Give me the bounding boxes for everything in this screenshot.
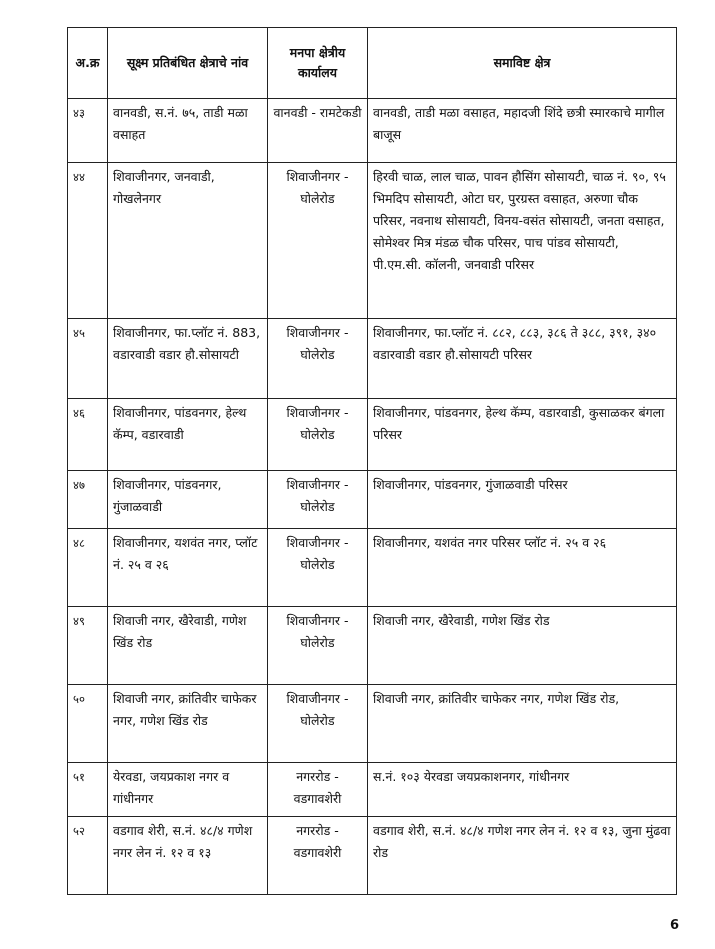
row-area: शिवाजीनगर, पांडवनगर, गुंजाळवाडी परिसर (368, 471, 677, 529)
table-row (68, 471, 677, 529)
header-zone-name: सूक्ष्म प्रतिबंधित क्षेत्राचे नांव (108, 28, 268, 99)
row-serial: ५२ (68, 817, 108, 895)
row-serial: ४३ (68, 99, 108, 163)
row-office: शिवाजीनगर - घोलेरोड (268, 529, 368, 607)
row-serial: ४४ (68, 163, 108, 319)
row-serial: ४८ (68, 529, 108, 607)
row-area: स.नं. १०३ येरवडा जयप्रकाशनगर, गांधीनगर (368, 763, 677, 817)
row-area: शिवाजीनगर, पांडवनगर, हेल्थ कॅम्प, वडारवाडी, कुसाळकर बंगला परिसर (368, 399, 677, 471)
row-area: शिवाजीनगर, यशवंत नगर परिसर प्लॉट नं. २५ व २६ (368, 529, 677, 607)
row-zone-name: वानवडी, स.नं. ७५, ताडी मळा वसाहत (108, 99, 268, 163)
table-row (68, 319, 677, 399)
row-zone-name: शिवाजीनगर, यशवंत नगर, प्लॉट नं. २५ व २६ (108, 529, 268, 607)
row-zone-name: शिवाजीनगर, पांडवनगर, गुंजाळवाडी (108, 471, 268, 529)
row-serial: ५० (68, 685, 108, 763)
table-row (68, 399, 677, 471)
row-area: शिवाजी नगर, खैरेवाडी, गणेश खिंड रोड (368, 607, 677, 685)
row-zone-name: शिवाजी नगर, क्रांतिवीर चाफेकर नगर, गणेश खिंड रोड (108, 685, 268, 763)
table-row (68, 607, 677, 685)
table-row (68, 99, 677, 163)
row-area: शिवाजीनगर, फा.प्लॉट नं. ८८२, ८८३, ३८६ ते ३८८, ३९१, ३४० वडारवाडी वडार हौ.सोसायटी परिसर (368, 319, 677, 399)
row-office: नगररोड - वडगावशेरी (268, 817, 368, 895)
row-office: शिवाजीनगर - घोलेरोड (268, 607, 368, 685)
row-office: शिवाजीनगर - घोलेरोड (268, 319, 368, 399)
row-zone-name: शिवाजीनगर, जनवाडी, गोखलेनगर (108, 163, 268, 319)
row-zone-name: शिवाजी नगर, खैरेवाडी, गणेश खिंड रोड (108, 607, 268, 685)
header-area: समाविष्ट क्षेत्र (368, 28, 677, 99)
row-serial: ४६ (68, 399, 108, 471)
row-office: नगररोड - वडगावशेरी (268, 763, 368, 817)
row-office: शिवाजीनगर - घोलेरोड (268, 399, 368, 471)
row-zone-name: शिवाजीनगर, फा.प्लॉट नं. 883, वडारवाडी वडार हौ.सोसायटी (108, 319, 268, 399)
table-row (68, 685, 677, 763)
row-zone-name: वडगाव शेरी, स.नं. ४८/४ गणेश नगर लेन नं. १२ व १३ (108, 817, 268, 895)
row-zone-name: येरवडा, जयप्रकाश नगर व गांधीनगर (108, 763, 268, 817)
page-number: 6 (669, 918, 679, 933)
row-serial: ४७ (68, 471, 108, 529)
row-serial: ५१ (68, 763, 108, 817)
table-row (68, 817, 677, 895)
header-serial: अ.क्र (68, 28, 108, 99)
row-zone-name: शिवाजीनगर, पांडवनगर, हेल्थ कॅम्प, वडारवाडी (108, 399, 268, 471)
table-row (68, 763, 677, 817)
header-office: मनपा क्षेत्रीय कार्यालय (268, 28, 368, 99)
row-area: शिवाजी नगर, क्रांतिवीर चाफेकर नगर, गणेश खिंड रोड, (368, 685, 677, 763)
row-area: वडगाव शेरी, स.नं. ४८/४ गणेश नगर लेन नं. १२ व १३, जुना मुंढवा रोड (368, 817, 677, 895)
containment-zone-table (67, 27, 677, 895)
header-row (68, 28, 677, 99)
row-office: शिवाजीनगर - घोलेरोड (268, 685, 368, 763)
table-row (68, 163, 677, 319)
row-serial: ४९ (68, 607, 108, 685)
row-office: वानवडी - रामटेकडी (268, 99, 368, 163)
row-serial: ४५ (68, 319, 108, 399)
row-area: वानवडी, ताडी मळा वसाहत, महादजी शिंदे छत्री स्मारकाचे मागील बाजूस (368, 99, 677, 163)
row-office: शिवाजीनगर - घोलेरोड (268, 471, 368, 529)
row-area: हिरवी चाळ, लाल चाळ, पावन हौसिंग सोसायटी, चाळ नं. ९०, ९५ भिमदिप सोसायटी, ओटा घर, पुरग्रस्त वसाहत, अरुणा चौक परिसर, नवनाथ सोसायटी, विनय-वसंत सोसायटी, जनता वसाहत, सोमेश्वर मित्र मंडळ चौक परिसर, पाच पांडव सोसायटी, पी.एम.सी. कॉलनी, जनवाडी परिसर (368, 163, 677, 319)
row-office: शिवाजीनगर - घोलेरोड (268, 163, 368, 319)
table-row (68, 529, 677, 607)
